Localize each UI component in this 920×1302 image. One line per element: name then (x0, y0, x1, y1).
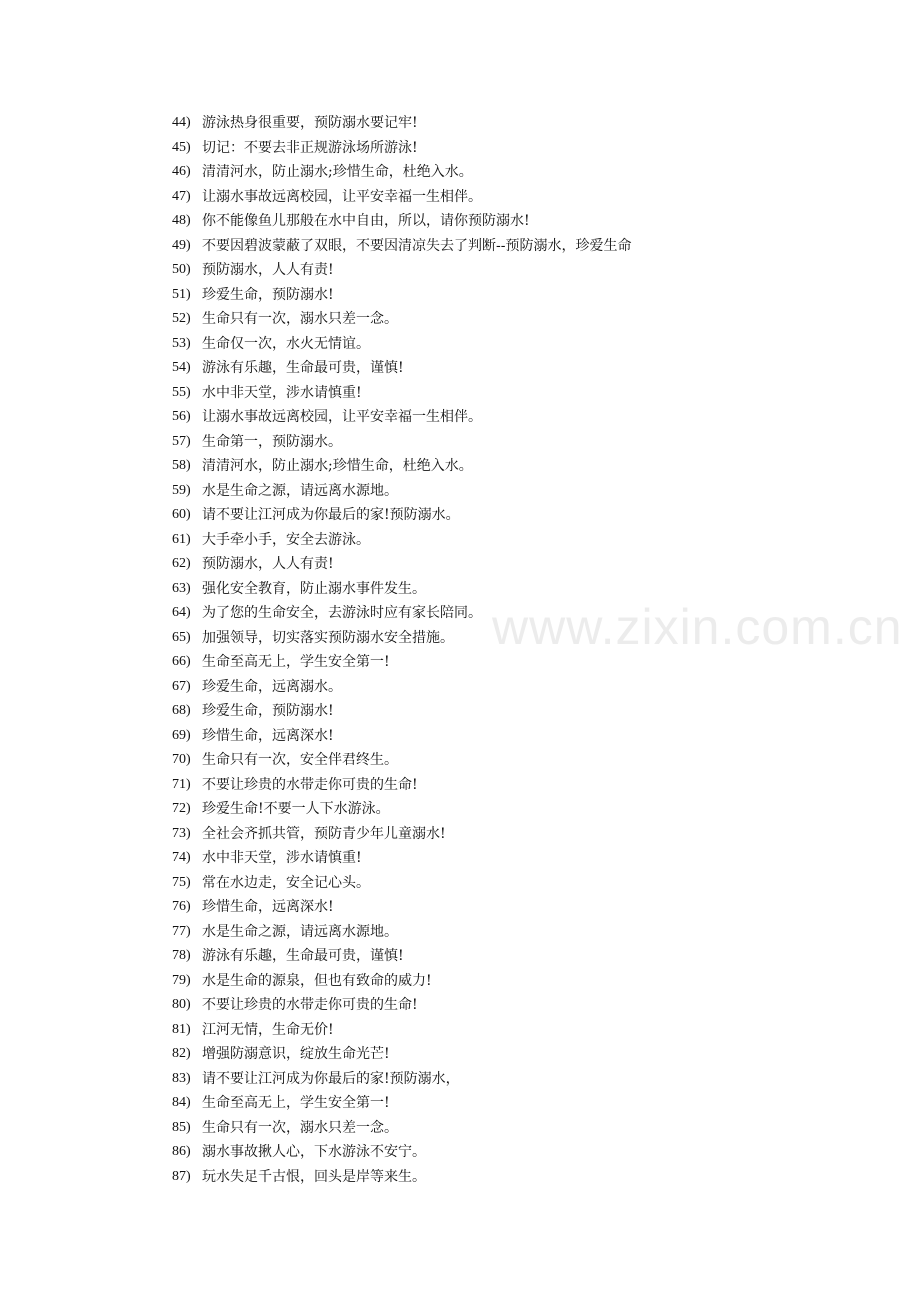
list-item (172, 258, 732, 283)
list-item (172, 626, 732, 651)
item-number: 84) (172, 1095, 191, 1110)
list-item (172, 356, 732, 381)
item-number: 44) (172, 115, 191, 130)
item-text: 珍惜生命，远离深水! (202, 899, 334, 915)
item-text: 预防溺水，人人有责! (202, 262, 334, 278)
item-text: 水中非天堂，涉水请慎重! (202, 384, 362, 401)
item-number: 87) (172, 1168, 191, 1184)
list-item (172, 748, 732, 773)
list-item (172, 111, 732, 136)
list-item (172, 136, 732, 161)
item-number: 49) (172, 237, 191, 253)
item-number: 56) (172, 409, 191, 424)
item-number: 72) (172, 801, 191, 816)
item-number: 61) (172, 531, 191, 547)
list-item (172, 381, 732, 406)
item-text: 生命至高无上，学生安全第一! (202, 1095, 390, 1111)
item-number: 58) (172, 458, 191, 473)
item-number: 60) (172, 507, 191, 522)
list-item (172, 209, 732, 234)
item-number: 82) (172, 1046, 191, 1061)
item-number: 77) (172, 923, 191, 939)
list-item (172, 552, 732, 577)
item-number: 51) (172, 286, 191, 302)
item-number: 78) (172, 948, 191, 963)
list-item (172, 1140, 732, 1165)
item-number: 47) (172, 188, 191, 204)
list-item (172, 307, 732, 332)
slogan-list (172, 111, 732, 1189)
list-item (172, 773, 732, 798)
item-text: 生命第一，预防溺水。 (202, 433, 342, 450)
item-text: 强化安全教育，防止溺水事件发生。 (202, 580, 426, 597)
item-text: 加强领导，切实落实预防溺水安全措施。 (202, 629, 454, 646)
list-item (172, 528, 732, 553)
item-text: 游泳热身很重要，预防溺水要记牢! (202, 115, 418, 131)
item-text: 珍爱生命，预防溺水! (202, 286, 334, 303)
list-item (172, 479, 732, 504)
item-text: 清清河水，防止溺水;珍惜生命，杜绝入水。 (202, 164, 473, 180)
item-number: 81) (172, 1021, 191, 1037)
list-item (172, 1067, 732, 1092)
item-text: 水是生命之源，请远离水源地。 (202, 923, 398, 940)
item-text: 不要让珍贵的水带走你可贵的生命! (202, 997, 418, 1013)
item-text: 水中非天堂，涉水请慎重! (202, 850, 362, 866)
item-number: 55) (172, 384, 191, 400)
list-item (172, 454, 732, 479)
item-text: 请不要让江河成为你最后的家!预防溺水。 (202, 507, 460, 523)
item-text: 游泳有乐趣，生命最可贵，谨慎! (202, 360, 404, 376)
list-item (172, 1042, 732, 1067)
list-item (172, 1091, 732, 1116)
item-text: 水是生命的源泉，但也有致命的威力! (202, 972, 432, 989)
item-number: 73) (172, 825, 191, 841)
list-item (172, 234, 732, 259)
list-item (172, 969, 732, 994)
item-number: 54) (172, 360, 191, 375)
list-item (172, 920, 732, 945)
item-number: 52) (172, 311, 191, 326)
item-number: 65) (172, 629, 191, 645)
item-number: 67) (172, 678, 191, 694)
item-number: 80) (172, 997, 191, 1012)
item-text: 溺水事故揪人心，下水游泳不安宁。 (202, 1144, 426, 1160)
item-number: 75) (172, 874, 191, 890)
item-text: 不要因碧波蒙蔽了双眼，不要因清凉失去了判断--预防溺水，珍爱生命 (202, 237, 632, 254)
item-text: 全社会齐抓共管，预防青少年儿童溺水! (202, 825, 446, 842)
list-item (172, 601, 732, 626)
item-text: 大手牵小手，安全去游泳。 (202, 531, 370, 548)
list-item (172, 699, 732, 724)
item-text: 切记：不要去非正规游泳场所游泳! (202, 139, 418, 156)
item-number: 63) (172, 580, 191, 596)
item-number: 62) (172, 556, 191, 571)
item-text: 生命仅一次，水火无情谊。 (202, 335, 370, 352)
list-item (172, 185, 732, 210)
item-number: 45) (172, 139, 191, 155)
item-text: 为了您的生命安全，去游泳时应有家长陪同。 (202, 605, 482, 621)
item-number: 86) (172, 1144, 191, 1159)
list-item (172, 503, 732, 528)
item-number: 68) (172, 703, 191, 718)
item-number: 76) (172, 899, 191, 914)
item-text: 预防溺水，人人有责! (202, 556, 334, 572)
watermark: www.zixin.com.cn (492, 599, 903, 655)
item-text: 常在水边走，安全记心头。 (202, 874, 370, 891)
item-number: 66) (172, 654, 191, 669)
list-item (172, 724, 732, 749)
item-number: 69) (172, 727, 191, 743)
item-number: 59) (172, 482, 191, 498)
item-number: 79) (172, 972, 191, 988)
item-text: 珍爱生命，预防溺水! (202, 703, 334, 719)
item-text: 游泳有乐趣，生命最可贵，谨慎! (202, 948, 404, 964)
list-item (172, 675, 732, 700)
item-text: 珍爱生命，远离溺水。 (202, 678, 342, 695)
list-item (172, 797, 732, 822)
item-number: 46) (172, 164, 191, 179)
list-item (172, 822, 732, 847)
item-number: 83) (172, 1070, 191, 1086)
item-text: 水是生命之源，请远离水源地。 (202, 482, 398, 499)
item-number: 53) (172, 335, 191, 351)
list-item (172, 1116, 732, 1141)
item-text: 你不能像鱼儿那般在水中自由，所以，请你预防溺水! (202, 213, 530, 229)
list-item (172, 160, 732, 185)
item-number: 50) (172, 262, 191, 277)
list-item (172, 1165, 732, 1190)
item-text: 不要让珍贵的水带走你可贵的生命! (202, 776, 418, 793)
item-number: 57) (172, 433, 191, 449)
item-text: 生命只有一次，溺水只差一念。 (202, 1119, 398, 1136)
list-item (172, 577, 732, 602)
item-text: 生命至高无上，学生安全第一! (202, 654, 390, 670)
item-text: 清清河水，防止溺水;珍惜生命，杜绝入水。 (202, 458, 473, 474)
list-item (172, 846, 732, 871)
list-item (172, 405, 732, 430)
item-number: 48) (172, 213, 191, 228)
item-text: 生命只有一次，安全伴君终生。 (202, 752, 398, 768)
list-item (172, 283, 732, 308)
item-number: 70) (172, 752, 191, 767)
list-item (172, 871, 732, 896)
list-item (172, 993, 732, 1018)
item-text: 让溺水事故远离校园，让平安幸福一生相伴。 (202, 188, 482, 205)
list-item (172, 895, 732, 920)
item-text: 珍爱生命!不要一人下水游泳。 (202, 801, 390, 817)
list-item (172, 332, 732, 357)
item-text: 让溺水事故远离校园，让平安幸福一生相伴。 (202, 409, 482, 425)
item-number: 74) (172, 850, 191, 865)
item-text: 珍惜生命，远离深水! (202, 727, 334, 744)
item-text: 生命只有一次，溺水只差一念。 (202, 311, 398, 327)
list-item (172, 650, 732, 675)
item-text: 玩水失足千古恨，回头是岸等来生。 (202, 1168, 426, 1185)
list-item (172, 1018, 732, 1043)
item-number: 71) (172, 776, 191, 792)
list-item (172, 430, 732, 455)
item-number: 64) (172, 605, 191, 620)
item-text: 江河无情，生命无价! (202, 1021, 334, 1038)
item-text: 请不要让江河成为你最后的家!预防溺水， (202, 1070, 460, 1087)
list-item (172, 944, 732, 969)
item-number: 85) (172, 1119, 191, 1135)
item-text: 增强防溺意识，绽放生命光芒! (202, 1046, 390, 1062)
